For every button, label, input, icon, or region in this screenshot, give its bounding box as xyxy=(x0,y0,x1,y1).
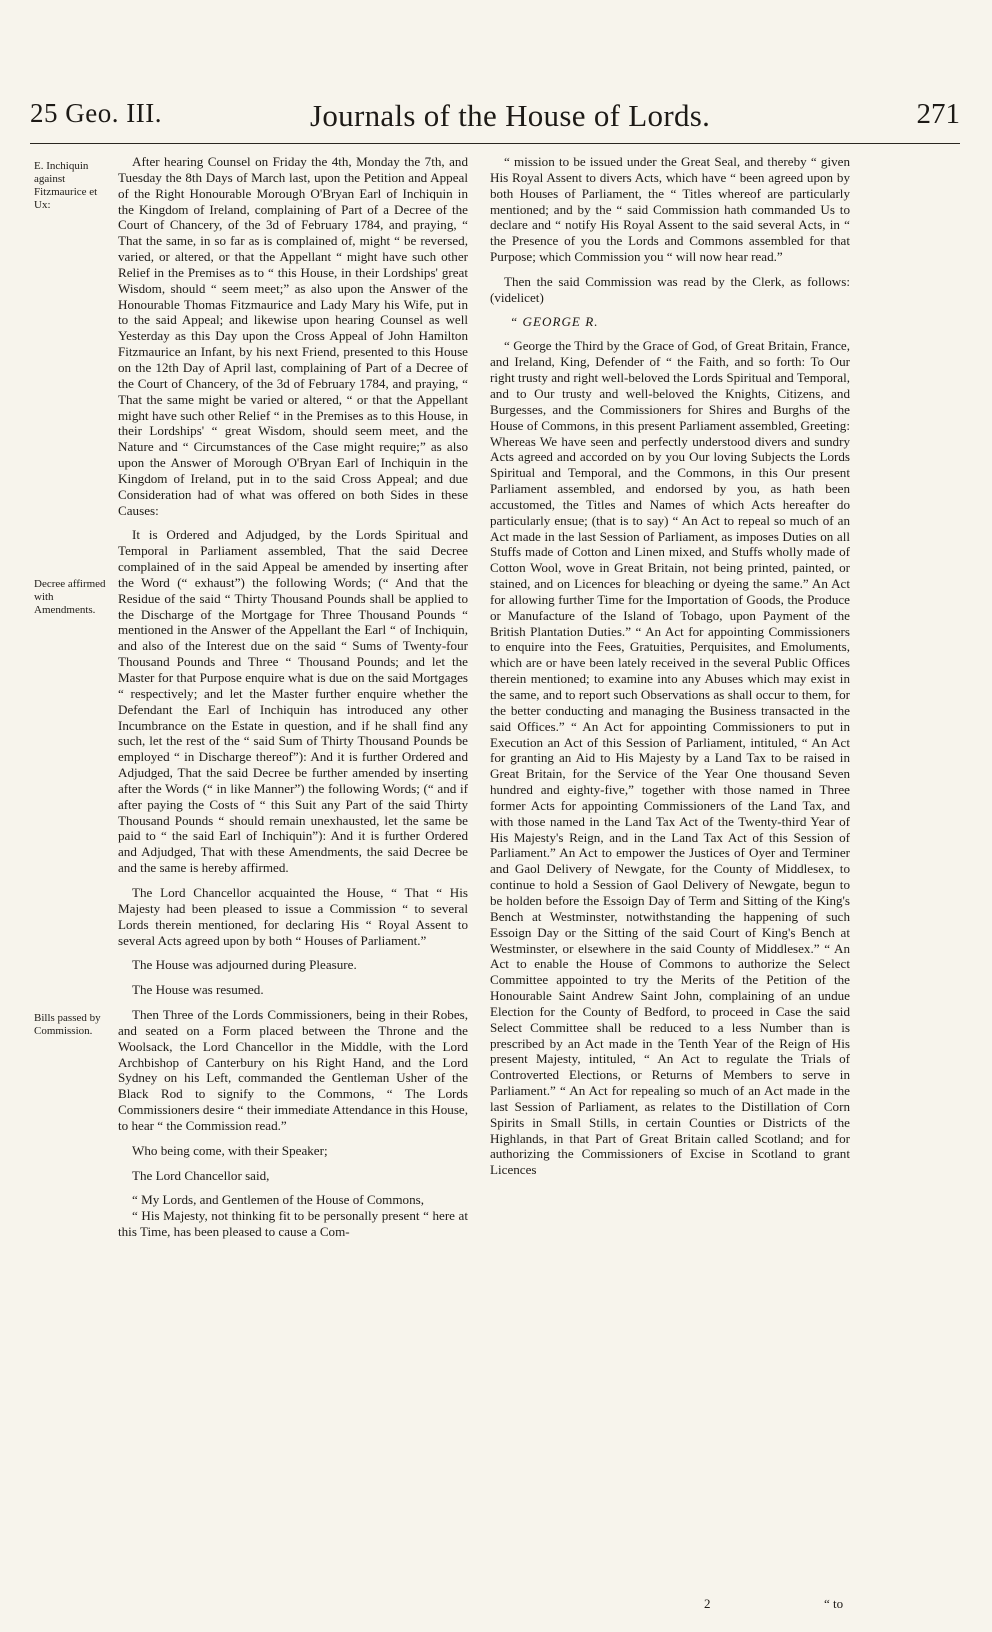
margin-note-decree: Decree affirmed with Amendments. xyxy=(34,578,106,616)
royal-signature-heading: “ GEORGE R. xyxy=(510,313,599,329)
paragraph-chancellor: The Lord Chancellor acquainted the House, “ That “ His Majesty had been pleased to issue a Commission “ to several Lords therein mentioned, for declaring His “ Royal Assent to several Acts agreed upon by both “ Houses of Parliament.” xyxy=(118,884,468,948)
paragraph-appeal: After hearing Counsel on Friday the 4th, Monday the 7th, and Tuesday the 8th Days of March last, upon the Petition and Appeal of the Right Honourable Morough O'Bryan Earl of Inchiquin in the Kingdom of Ireland, complaining of Part of a Decree of the Court of Chancery, of the 3d of February 1784, and praying, “ That the same, in so far as is complained of, might “ be reversed, varied, or altered, or that the Appellant “ might have such other Relief in the Premises as to “ this House, in their Lordships' great Wisdom, should “ seem meet;” as also upon the Answer of the Honourable Thomas Fitzmaurice and Lady Mary his Wife, put in to the said Appeal; and likewise upon hearing Counsel as well Yesterday as this Day upon the Cross Appeal of John Hamilton Fitzmaurice an Infant, by his next Friend, presented to this House on the 12th Day of April last, complaining of Part of a Decree of the Court of Chancery, of the 3d of February 1784, and praying, “ That the same might be varied or altered, “ or that the Appellant might have such other Relief “ in the Premises as to this House, in their Lordships' “ great Wisdom, should seem meet, and the Nature and “ Circumstances of the Case might require;” as also upon the Answer of Morough O'Bryan Earl of Inchiquin in the Kingdom of Ireland, put in to the said Cross Appeal; and due Consideration had of what was offered on both Sides in these Causes: xyxy=(118,154,468,518)
catchword: “ to xyxy=(824,1596,844,1611)
left-column xyxy=(118,154,468,1240)
paragraph-commissioners: Then Three of the Lords Commissioners, being in their Robes, and seated on a Form placed between the Throne and the Woolsack, the Lord Chancellor in the Middle, with the Lord Archbishop of Canterbury on his Right Hand, and the Lord Sydney on his Left, commanded the Gentleman Usher of the Black Rod to signify to the Commons, “ The Lords Commissioners desire “ their immediate Attendance in this House, to hear “ the Commission read.” xyxy=(118,1007,468,1133)
paragraph-commission-cont: “ mission to be issued under the Great Seal, and thereby “ given His Royal Assent to divers Acts, which have “ been agreed upon by both Houses of Parliament, the “ Titles whereof are particularly mentioned; and by the “ said Commission hath commanded Us to declare and “ notify His Royal Assent to the said several Acts, in “ the Presence of you the Lords and Commons assembled for that Purpose; which Commission you “ will now hear read.” xyxy=(490,154,850,265)
paragraph-order: It is Ordered and Adjudged, by the Lords Spiritual and Temporal in Parliament assembled, That the said Decree complained of in the said Appeal be amended by inserting after the Word (“ exhaust”) the following Words; (“ And that the Residue of the said “ Thirty Thousand Pounds shall be applied to the Discharge of the Mortgage for Three Thousand Pounds “ mentioned in the Answer of the Appellant the Earl “ of Inchiquin, and also of the Interest due on the said “ Sums of Twenty-four Thousand Pounds and Three “ Thousand Pounds; and let the Master for that Purpose enquire what is due on the said Mortgages “ respectively; and let the Master further enquire whether the Defendant the Earl of Inchiquin has introduced any other Incumbrance on the Estate in question, and if he shall find any such, let the rest of the “ said Sum of Thirty Thousand Pounds be employed “ in Discharge thereof”): And it is further Ordered and Adjudged, That the said Decree be further amended by inserting after the Words (“ in like Manner”) the following Words; (“ and if after paying the Costs of “ this Suit any Part of the said Thirty Thousand Pounds “ should remain unexhausted, let the same be paid to “ the said Earl of Inchiquin”): And it is further Ordered and Adjudged, That with these Amendments, the said Decree be and the same is hereby affirmed. xyxy=(118,527,468,876)
signature-mark: 2 xyxy=(704,1596,711,1611)
margin-note-bills: Bills passed by Commission. xyxy=(34,1012,101,1037)
paragraph-speaker: Who being come, with their Speaker; xyxy=(132,1142,328,1158)
paragraph-commission-read: Then the said Commission was read by the Clerk, as follows: (videlicet) xyxy=(490,273,850,305)
margin-note-inchiquin: E. Inchiquin against Fitzmaurice et Ux: xyxy=(34,160,98,211)
paragraph-majesty: “ His Majesty, not thinking fit to be personally present “ here at this Time, has been pleased to cause a Com- xyxy=(118,1208,468,1240)
paragraph-chancellor-said: The Lord Chancellor said, xyxy=(132,1167,270,1183)
page-number: 271 xyxy=(916,98,960,130)
running-title: Journals of the House of Lords. xyxy=(310,98,711,133)
paragraph-address: “ My Lords, and Gentlemen of the House of Commons, xyxy=(132,1192,425,1208)
page-header xyxy=(30,98,960,142)
paragraph-adjourned: The House was adjourned during Pleasure. xyxy=(132,957,357,973)
regnal-year: 25 Geo. III. xyxy=(30,98,162,128)
right-column xyxy=(490,154,850,1178)
header-rule xyxy=(30,143,960,144)
paragraph-commission-text: “ George the Third by the Grace of God, of Great Britain, France, and Ireland, King, Defender of “ the Faith, and so forth: To Our right trusty and right well-beloved the Lords Spiritual and Temporal, and to Our trusty and well-beloved the Knights, Citizens, and Burgesses, and the Commissioners for Shires and Burghs of the House of Commons, in this present Parliament assembled, Greeting: Whereas We have seen and perfectly understood divers and sundry Acts agreed and accorded on by you Our loving Subjects the Lords Spiritual and Temporal, and the Commons, in this Our present Parliament assembled, and endorsed by you, as hath been accustomed, the Titles and Names of which Acts hereafter do particularly ensue; (that is to say) “ An Act to repeal so much of an Act made in the last Session of Parliament, as imposes Duties on all Stuffs made of Cotton and Linen mixed, and Stuffs wholly made of Cotton Wool, wove in Great Britain, not being printed, painted, or stained, and on Licences for bleaching or dyeing the same.” An Act for allowing further Time for the Importation of Goods, the Produce or Manufacture of the Island of Tobago, upon Payment of the British Plantation Duties.” “ An Act for appointing Commissioners to enquire into the Fees, Gratuities, Perquisites, and Emoluments, which are or have been lately received in the several Public Offices therein mentioned; to examine into any Abuses which may exist in the same, and to report such Observations as shall occur to them, for the better conducting and managing the Business transacted in the said Offices.” “ An Act for appointing Commissioners to put in Execution an Act of this Session of Parliament, intituled, “ An Act for granting an Aid to His Majesty by a Land Tax to be raised in Great Britain, for the Service of the Year One thousand Seven hundred and eighty-five,” together with those named in Three former Acts for appointing Commissioners of the Land Tax, and with those named in the Land Tax Act of the Twenty-third Year of His Majesty's Reign, and in the Land Tax Act of this Session of Parliament.” An Act to empower the Justices of Oyer and Terminer and Gaol Delivery of Newgate, for the County of Middlesex, to continue to hold a Session of Gaol Delivery of Newgate, begun to be holden before the Essoign Day of Term and Sitting of the King's Bench at Westminster, notwithstanding the happening of such Essoign Day or the Sitting of the said Court of King's Bench at Westminster, or elsewhere in the said County of Middlesex.” “ An Act to enable the House of Commons to authorize the Select Committee appointed to try the Merits of the Petition of the Honourable Saint Andrew Saint John, complaining of an undue Election for the County of Bedford, to proceed in Case the said Select Committee shall be reduced to a less Number than is prescribed by an Act made in the Tenth Year of the Reign of His present Majesty, intituled, “ An Act to regulate the Trials of Controverted Elections, or Returns of Members to serve in Parliament.” “ An Act for repealing so much of an Act made in the last Session of Parliament, as relates to the Distillation of Corn Spirits in Small Stills, in certain Counties or Districts of the Highlands, in that Part of Great Britain called Scotland; and for authorizing the Commissioners of Excise in Scotland to grant Licences xyxy=(490,338,850,1178)
paragraph-resumed: The House was resumed. xyxy=(132,982,264,998)
